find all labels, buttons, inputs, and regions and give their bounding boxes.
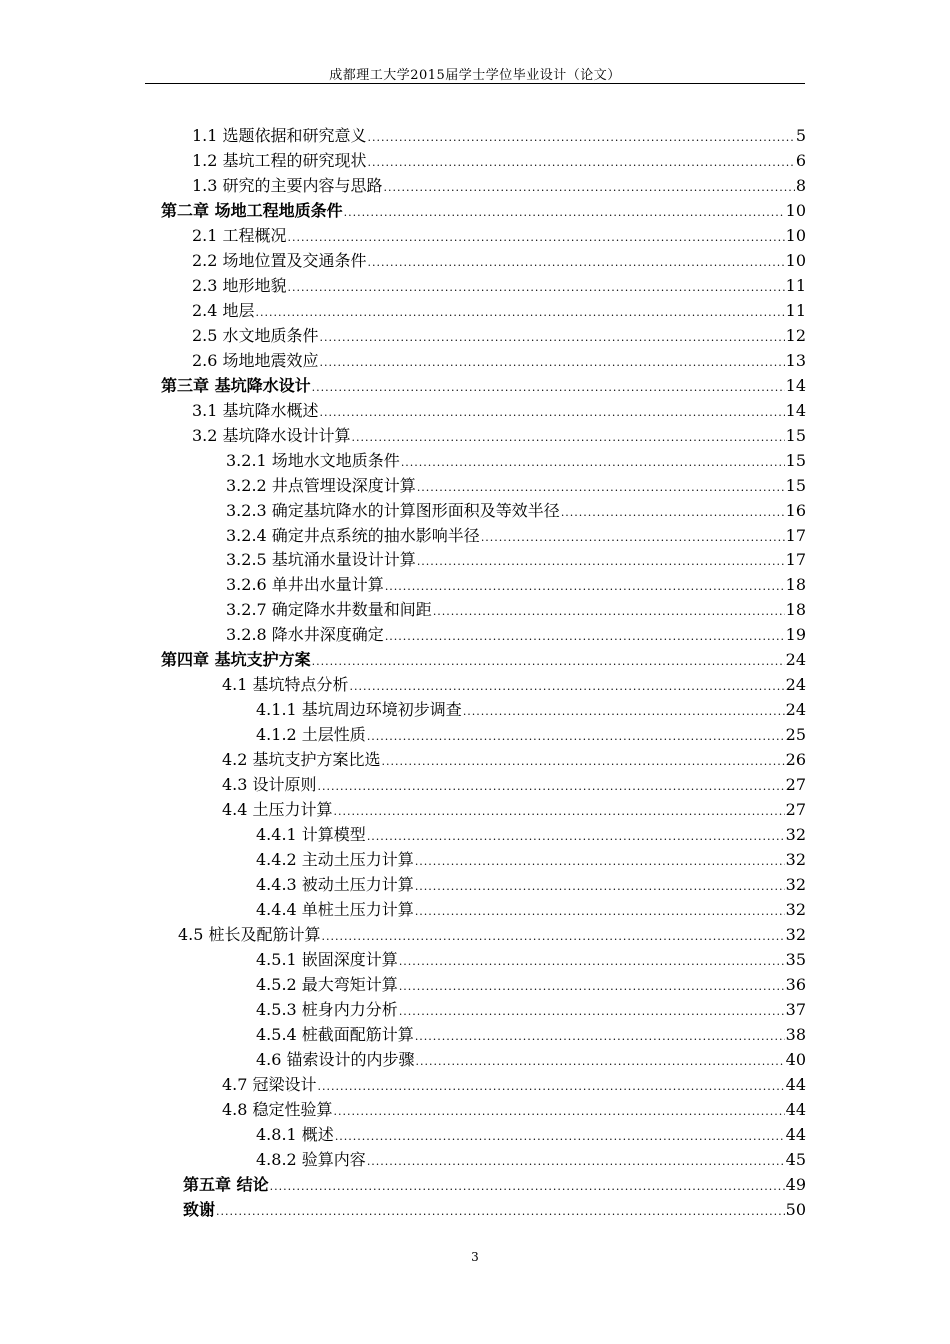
toc-dot-leader xyxy=(320,403,785,423)
toc-entry-title: 第二章 场地工程地质条件 xyxy=(161,200,343,220)
toc-entry[interactable] xyxy=(178,925,806,950)
toc-entry[interactable] xyxy=(222,800,806,825)
toc-entry-page: 10 xyxy=(785,225,806,245)
toc-entry-page: 5 xyxy=(795,126,806,145)
toc-entry-page: 32 xyxy=(785,875,806,895)
toc-entry-page: 19 xyxy=(785,625,806,645)
toc-entry-page: 27 xyxy=(785,800,806,820)
toc-dot-leader xyxy=(463,702,785,722)
toc-entry-title: 4.8 稳定性验算 xyxy=(222,1099,333,1119)
toc-entry[interactable] xyxy=(256,1025,806,1050)
toc-entry-page: 32 xyxy=(785,850,806,870)
toc-entry-page: 38 xyxy=(785,1024,806,1044)
toc-entry-page: 11 xyxy=(785,275,806,295)
toc-entry-page: 45 xyxy=(785,1149,806,1169)
toc-dot-leader xyxy=(417,478,785,498)
toc-entry[interactable] xyxy=(222,775,806,800)
toc-dot-leader xyxy=(368,128,795,148)
toc-entry-title: 4.4.2 主动土压力计算 xyxy=(256,850,414,870)
toc-entry-title: 4.8.2 验算内容 xyxy=(256,1149,366,1169)
toc-entry-title: 3.2.3 确定基坑降水的计算图形面积及等效半径 xyxy=(226,500,560,520)
toc-entry-page: 44 xyxy=(785,1074,806,1094)
toc-entry[interactable] xyxy=(256,1125,806,1150)
toc-entry-page: 18 xyxy=(785,575,806,595)
toc-entry-page: 32 xyxy=(785,925,806,945)
toc-entry[interactable] xyxy=(192,251,806,276)
toc-entry-page: 14 xyxy=(785,400,806,420)
toc-entry-title: 4.1.2 土层性质 xyxy=(256,725,366,745)
toc-dot-leader xyxy=(288,228,785,248)
toc-entry[interactable] xyxy=(226,476,806,501)
toc-entry-page: 24 xyxy=(785,675,806,695)
toc-dot-leader xyxy=(384,178,795,198)
toc-entry-title: 3.2 基坑降水设计计算 xyxy=(192,425,351,445)
toc-dot-leader xyxy=(368,253,785,273)
toc-entry-page: 18 xyxy=(785,600,806,620)
toc-dot-leader xyxy=(433,602,785,622)
toc-entry-page: 11 xyxy=(785,300,806,320)
toc-dot-leader xyxy=(318,1077,785,1097)
toc-entry-title: 4.8.1 概述 xyxy=(256,1124,334,1144)
toc-entry-page: 27 xyxy=(785,775,806,795)
toc-entry[interactable] xyxy=(192,301,806,326)
toc-entry[interactable] xyxy=(226,575,806,600)
toc-entry-page: 32 xyxy=(785,825,806,845)
toc-entry[interactable] xyxy=(222,1075,806,1100)
toc-dot-leader xyxy=(322,927,785,947)
toc-entry[interactable] xyxy=(183,1200,806,1225)
toc-entry[interactable] xyxy=(226,526,806,551)
toc-entry[interactable] xyxy=(161,201,806,226)
toc-dot-leader xyxy=(416,1052,785,1072)
toc-entry-title: 4.7 冠梁设计 xyxy=(222,1074,317,1094)
toc-entry-title: 3.2.6 单井出水量计算 xyxy=(226,575,384,595)
toc-entry-page: 26 xyxy=(785,750,806,770)
toc-entry-title: 3.2.4 确定井点系统的抽水影响半径 xyxy=(226,525,480,545)
toc-dot-leader xyxy=(216,1202,785,1222)
toc-entry-page: 10 xyxy=(785,250,806,270)
toc-entry[interactable] xyxy=(256,1150,806,1175)
toc-entry-title: 2.5 水文地质条件 xyxy=(192,325,319,345)
toc-dot-leader xyxy=(415,902,785,922)
toc-entry-title: 4.3 设计原则 xyxy=(222,775,317,795)
toc-entry[interactable] xyxy=(226,451,806,476)
toc-entry-title: 4.5.3 桩身内力分析 xyxy=(256,999,398,1019)
toc-entry[interactable] xyxy=(192,176,806,201)
toc-entry-title: 第四章 基坑支护方案 xyxy=(161,650,311,670)
toc-entry-title: 4.1.1 基坑周边环境初步调查 xyxy=(256,700,462,720)
toc-dot-leader xyxy=(320,328,785,348)
toc-entry[interactable] xyxy=(192,401,806,426)
toc-entry-page: 17 xyxy=(785,525,806,545)
toc-entry-page: 15 xyxy=(785,475,806,495)
toc-dot-leader xyxy=(367,827,785,847)
toc-entry[interactable] xyxy=(256,1000,806,1025)
toc-dot-leader xyxy=(382,752,785,772)
toc-dot-leader xyxy=(561,503,785,523)
toc-dot-leader xyxy=(415,1027,785,1047)
toc-dot-leader xyxy=(344,203,785,223)
toc-dot-leader xyxy=(399,1002,785,1022)
toc-dot-leader xyxy=(318,777,785,797)
toc-entry-page: 16 xyxy=(785,500,806,520)
toc-entry-title: 4.5.4 桩截面配筋计算 xyxy=(256,1024,414,1044)
toc-entry-title: 2.4 地层 xyxy=(192,300,255,320)
toc-entry-title: 2.6 场地地震效应 xyxy=(192,350,319,370)
toc-entry-page: 15 xyxy=(785,450,806,470)
toc-dot-leader xyxy=(417,552,785,572)
header-rule xyxy=(145,83,805,84)
toc-dot-leader xyxy=(320,353,785,373)
toc-entry[interactable] xyxy=(192,226,806,251)
toc-dot-leader xyxy=(334,802,785,822)
toc-entry-title: 4.4 土压力计算 xyxy=(222,800,333,820)
toc-entry-page: 44 xyxy=(785,1099,806,1119)
toc-entry[interactable] xyxy=(256,1050,806,1075)
toc-entry-title: 2.2 场地位置及交通条件 xyxy=(192,250,367,270)
toc-entry[interactable] xyxy=(222,750,806,775)
toc-entry-title: 3.2.5 基坑涌水量设计计算 xyxy=(226,550,416,570)
toc-entry-title: 3.2.1 场地水文地质条件 xyxy=(226,450,400,470)
toc-dot-leader xyxy=(368,153,795,173)
toc-dot-leader xyxy=(385,627,785,647)
toc-entry-page: 13 xyxy=(785,350,806,370)
toc-entry-title: 4.5 桩长及配筋计算 xyxy=(178,925,321,945)
toc-entry[interactable] xyxy=(256,975,806,1000)
toc-entry[interactable] xyxy=(256,950,806,975)
toc-dot-leader xyxy=(312,378,785,398)
toc-entry-title: 4.6 锚索设计的内步骤 xyxy=(256,1049,415,1069)
toc-dot-leader xyxy=(288,278,785,298)
toc-entry-title: 1.2 基坑工程的研究现状 xyxy=(192,150,367,170)
toc-entry[interactable] xyxy=(256,850,806,875)
toc-entry-title: 1.1 选题依据和研究意义 xyxy=(192,126,367,145)
toc-entry-title: 4.4.3 被动土压力计算 xyxy=(256,875,414,895)
toc-entry-title: 致谢 xyxy=(183,1199,216,1219)
toc-entry-title: 4.5.1 嵌固深度计算 xyxy=(256,950,398,969)
toc-entry[interactable] xyxy=(226,501,806,526)
toc-entry-page: 25 xyxy=(785,725,806,745)
toc-entry-title: 3.1 基坑降水概述 xyxy=(192,400,319,420)
toc-dot-leader xyxy=(415,877,785,897)
toc-entry[interactable] xyxy=(256,825,806,850)
toc-dot-leader xyxy=(481,528,785,548)
toc-entry-page: 37 xyxy=(785,999,806,1019)
toc-dot-leader xyxy=(399,977,785,997)
toc-dot-leader xyxy=(270,1177,785,1197)
toc-entry[interactable] xyxy=(226,600,806,625)
toc-dot-leader xyxy=(256,303,785,323)
toc-entry-title: 4.4.4 单桩土压力计算 xyxy=(256,900,414,920)
toc-entry-page: 44 xyxy=(785,1124,806,1144)
toc-dot-leader xyxy=(312,652,785,672)
toc-entry[interactable] xyxy=(226,550,806,575)
toc-entry-title: 3.2.7 确定降水井数量和间距 xyxy=(226,600,432,620)
toc-entry-page: 40 xyxy=(785,1049,806,1069)
toc-entry[interactable] xyxy=(192,426,806,451)
toc-entry-page: 24 xyxy=(785,700,806,720)
toc-entry[interactable] xyxy=(256,900,806,925)
toc-entry-title: 1.3 研究的主要内容与思路 xyxy=(192,175,383,195)
toc-entry[interactable] xyxy=(161,650,806,675)
toc-entry[interactable] xyxy=(226,625,806,650)
toc-entry-title: 第五章 结论 xyxy=(183,1174,269,1194)
toc-entry[interactable] xyxy=(256,875,806,900)
toc-entry-page: 8 xyxy=(795,175,806,195)
toc-dot-leader xyxy=(367,1152,785,1172)
toc-dot-leader xyxy=(335,1127,785,1147)
toc-entry[interactable] xyxy=(192,126,806,151)
page-number: 3 xyxy=(471,1250,479,1264)
toc-entry-page: 6 xyxy=(795,150,806,170)
toc-dot-leader xyxy=(352,428,785,448)
toc-dot-leader xyxy=(399,952,785,972)
toc-entry-title: 4.2 基坑支护方案比选 xyxy=(222,750,381,770)
toc-entry-title: 4.1 基坑特点分析 xyxy=(222,675,349,695)
toc-entry-title: 2.1 工程概况 xyxy=(192,225,287,245)
toc-entry-page: 32 xyxy=(785,900,806,920)
toc-entry[interactable] xyxy=(222,675,806,700)
toc-entry-title: 2.3 地形地貌 xyxy=(192,275,287,295)
toc-entry-page: 50 xyxy=(785,1199,806,1219)
toc-entry-page: 49 xyxy=(785,1174,806,1194)
toc-dot-leader xyxy=(350,677,785,697)
toc-entry[interactable] xyxy=(256,700,806,725)
toc-entry-title: 4.5.2 最大弯矩计算 xyxy=(256,974,398,994)
toc-entry[interactable] xyxy=(192,326,806,351)
toc-entry[interactable] xyxy=(256,725,806,750)
toc-dot-leader xyxy=(401,453,785,473)
toc-entry-page: 24 xyxy=(785,650,806,670)
toc-entry-page: 35 xyxy=(785,950,806,969)
toc-entry[interactable] xyxy=(192,276,806,301)
toc-entry[interactable] xyxy=(222,1100,806,1125)
toc-entry-page: 12 xyxy=(785,325,806,345)
toc-entry-title: 4.4.1 计算模型 xyxy=(256,825,366,845)
toc-dot-leader xyxy=(415,852,785,872)
toc-entry-page: 17 xyxy=(785,550,806,570)
toc-entry-title: 3.2.8 降水井深度确定 xyxy=(226,625,384,645)
toc-entry-page: 36 xyxy=(785,974,806,994)
toc-entry-page: 15 xyxy=(785,425,806,445)
toc-dot-leader xyxy=(385,577,785,597)
toc-dot-leader xyxy=(334,1102,785,1122)
running-header: 成都理工大学2015届学士学位毕业设计（论文） xyxy=(329,68,621,83)
toc-entry-title: 第三章 基坑降水设计 xyxy=(161,375,311,395)
toc-entry[interactable] xyxy=(183,1175,806,1200)
toc-entry[interactable] xyxy=(192,151,806,176)
toc-entry[interactable] xyxy=(161,376,806,401)
toc-entry-title: 3.2.2 井点管埋设深度计算 xyxy=(226,475,416,495)
toc-entry-page: 10 xyxy=(785,200,806,220)
toc-entry-page: 14 xyxy=(785,375,806,395)
toc-dot-leader xyxy=(367,727,785,747)
toc-entry[interactable] xyxy=(192,351,806,376)
